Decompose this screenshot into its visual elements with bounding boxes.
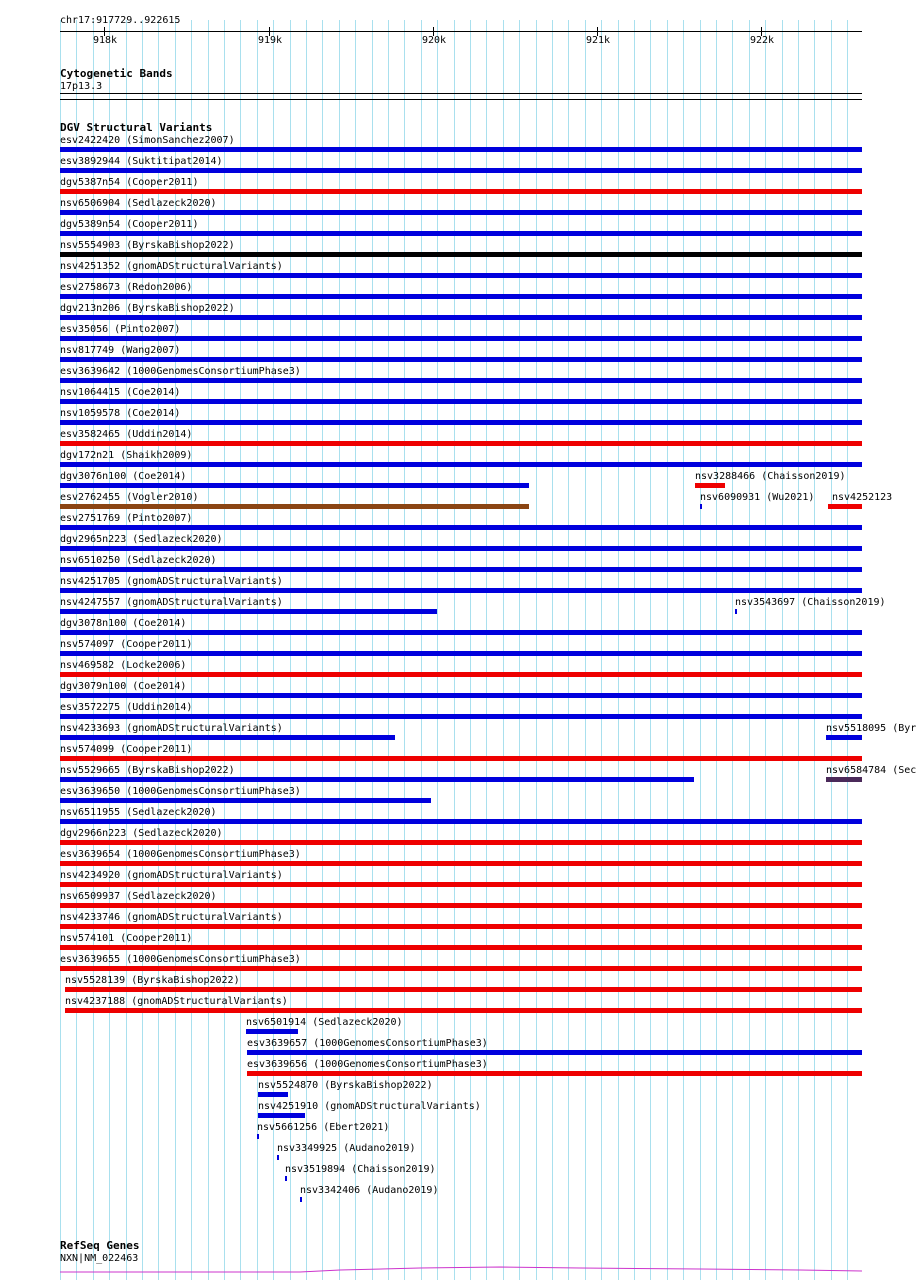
variant-label[interactable]: nsv4237188 (gnomADStructuralVariants) (65, 996, 288, 1007)
variant-bar[interactable] (60, 693, 862, 698)
variant-label[interactable]: dgv5387n54 (Cooper2011) (60, 177, 199, 188)
variant-bar[interactable] (60, 672, 862, 677)
variant-label[interactable]: nsv6501914 (Sedlazeck2020) (246, 1017, 403, 1028)
variant-bar[interactable] (258, 1113, 305, 1118)
variant-label[interactable]: nsv5528139 (ByrskaBishop2022) (65, 975, 240, 986)
variant-bar[interactable] (258, 1092, 288, 1097)
variant-bar[interactable] (60, 651, 862, 656)
variant-bar[interactable] (60, 357, 862, 362)
variant-label[interactable]: nsv574097 (Cooper2011) (60, 639, 193, 650)
variant-label[interactable]: nsv6509937 (Sedlazeck2020) (60, 891, 217, 902)
ruler-tick-label: 920k (422, 35, 447, 46)
variant-label[interactable]: nsv4234920 (gnomADStructuralVariants) (60, 870, 283, 881)
refseq-gene-line[interactable] (0, 1262, 890, 1280)
variant-label[interactable]: dgv172n21 (Shaikh2009) (60, 450, 193, 461)
variant-label[interactable]: nsv3543697 (Chaisson2019) (735, 597, 886, 608)
variant-bar[interactable] (60, 903, 862, 908)
variant-bar[interactable] (60, 483, 529, 488)
variant-label[interactable]: esv2758673 (Redon2006) (60, 282, 193, 293)
variant-bar[interactable] (60, 840, 862, 845)
refseq-track-title: RefSeq Genes (60, 1239, 140, 1252)
variant-label[interactable]: nsv4252123 (832, 492, 893, 503)
variant-bar[interactable] (60, 441, 862, 446)
variant-bar[interactable] (60, 168, 862, 173)
variant-label[interactable]: nsv6506904 (Sedlazeck2020) (60, 198, 217, 209)
variant-bar[interactable] (60, 210, 862, 215)
ruler-tick-label: 918k (93, 35, 118, 46)
variant-bar[interactable] (257, 1134, 259, 1139)
variant-label[interactable]: nsv4251352 (gnomADStructuralVariants) (60, 261, 283, 272)
variant-label[interactable]: nsv1059578 (Coe2014) (60, 408, 181, 419)
cytoband-track-title: Cytogenetic Bands (60, 67, 173, 80)
variant-bar[interactable] (60, 252, 862, 257)
variant-bar[interactable] (60, 777, 694, 782)
variant-bar[interactable] (65, 1008, 862, 1013)
variant-bar[interactable] (60, 735, 395, 740)
variant-bar[interactable] (60, 756, 862, 761)
ruler-range-label: chr17:917729..922615 (60, 15, 181, 26)
variant-bar[interactable] (60, 504, 529, 509)
variant-label[interactable]: esv3639656 (1000GenomesConsortiumPhase3) (247, 1059, 488, 1070)
variant-label[interactable]: esv3582465 (Uddin2014) (60, 429, 193, 440)
variant-bar[interactable] (60, 546, 862, 551)
variant-label[interactable]: nsv4247557 (gnomADStructuralVariants) (60, 597, 283, 608)
variant-bar[interactable] (247, 1050, 862, 1055)
variant-bar[interactable] (700, 504, 702, 509)
variant-label[interactable]: nsv4251910 (gnomADStructuralVariants) (258, 1101, 481, 1112)
variant-bar[interactable] (695, 483, 725, 488)
variant-bar[interactable] (735, 609, 737, 614)
variant-bar[interactable] (60, 315, 862, 320)
variant-label[interactable]: nsv5661256 (Ebert2021) (257, 1122, 390, 1133)
variant-label[interactable]: esv3639650 (1000GenomesConsortiumPhase3) (60, 786, 301, 797)
variant-label[interactable]: nsv5518095 (Byr (826, 723, 916, 734)
variant-bar[interactable] (277, 1155, 279, 1160)
variant-label[interactable]: esv3639642 (1000GenomesConsortiumPhase3) (60, 366, 301, 377)
ruler-tick-label: 919k (258, 35, 283, 46)
variant-label[interactable]: dgv2966n223 (Sedlazeck2020) (60, 828, 223, 839)
variant-label[interactable]: esv2762455 (Vogler2010) (60, 492, 199, 503)
ruler-tick-label: 921k (586, 35, 611, 46)
variant-bar[interactable] (60, 189, 862, 194)
variant-label[interactable]: nsv3519894 (Chaisson2019) (285, 1164, 436, 1175)
variant-label[interactable]: esv2751769 (Pinto2007) (60, 513, 193, 524)
variant-label[interactable]: nsv6511955 (Sedlazeck2020) (60, 807, 217, 818)
variant-label[interactable]: dgv5389n54 (Cooper2011) (60, 219, 199, 230)
variant-bar[interactable] (60, 630, 862, 635)
variant-label[interactable]: nsv6510250 (Sedlazeck2020) (60, 555, 217, 566)
variant-bar[interactable] (60, 714, 862, 719)
variant-bar[interactable] (247, 1071, 862, 1076)
variant-bar[interactable] (60, 588, 862, 593)
variant-label[interactable]: nsv574101 (Cooper2011) (60, 933, 193, 944)
variant-label[interactable]: dgv2965n223 (Sedlazeck2020) (60, 534, 223, 545)
variant-label[interactable]: nsv3342406 (Audano2019) (300, 1185, 439, 1196)
variant-label[interactable]: esv3639655 (1000GenomesConsortiumPhase3) (60, 954, 301, 965)
variant-label[interactable]: nsv5529665 (ByrskaBishop2022) (60, 765, 235, 776)
variant-bar[interactable] (60, 945, 862, 950)
variant-label[interactable]: nsv6090931 (Wu2021) (700, 492, 815, 503)
variant-label[interactable]: esv3639657 (1000GenomesConsortiumPhase3) (247, 1038, 488, 1049)
variant-bar[interactable] (60, 378, 862, 383)
variant-bar[interactable] (60, 147, 862, 152)
variant-bar[interactable] (60, 462, 862, 467)
variant-label[interactable]: nsv469582 (Locke2006) (60, 660, 187, 671)
variant-bar[interactable] (60, 966, 862, 971)
variant-label[interactable]: nsv4233746 (gnomADStructuralVariants) (60, 912, 283, 923)
variant-bar[interactable] (826, 735, 862, 740)
variant-bar[interactable] (60, 336, 862, 341)
ruler-tick-label: 922k (750, 35, 775, 46)
variant-bar[interactable] (65, 987, 862, 992)
variant-bar[interactable] (60, 567, 862, 572)
variant-bar[interactable] (60, 231, 862, 236)
variant-label[interactable]: nsv574099 (Cooper2011) (60, 744, 193, 755)
variant-bar[interactable] (246, 1029, 298, 1034)
variant-bar[interactable] (60, 924, 862, 929)
variant-bar[interactable] (60, 525, 862, 530)
variant-label[interactable]: esv3639654 (1000GenomesConsortiumPhase3) (60, 849, 301, 860)
variant-bar[interactable] (60, 273, 862, 278)
refseq-gene-label[interactable]: NXN|NM_022463 (60, 1253, 139, 1264)
variant-label[interactable]: nsv6584784 (Sec (826, 765, 916, 776)
variant-bar[interactable] (60, 294, 862, 299)
variant-bar[interactable] (60, 882, 862, 887)
variant-bar[interactable] (60, 609, 437, 614)
variant-label[interactable]: esv35056 (Pinto2007) (60, 324, 181, 335)
variant-bar[interactable] (300, 1197, 302, 1202)
variant-label[interactable]: esv3572275 (Uddin2014) (60, 702, 193, 713)
cytoband-label: 17p13.3 (60, 81, 103, 92)
variant-label[interactable]: dgv213n206 (ByrskaBishop2022) (60, 303, 235, 314)
variant-label[interactable]: nsv4251705 (gnomADStructuralVariants) (60, 576, 283, 587)
dgv-track-title: DGV Structural Variants (60, 121, 213, 134)
variant-label[interactable]: esv3892944 (Suktitipat2014) (60, 156, 223, 167)
variant-label[interactable]: dgv3078n100 (Coe2014) (60, 618, 187, 629)
variant-label[interactable]: esv2422420 (SimonSanchez2007) (60, 135, 235, 146)
variant-label[interactable]: nsv3349925 (Audano2019) (277, 1143, 416, 1154)
variant-label[interactable]: nsv5524870 (ByrskaBishop2022) (258, 1080, 433, 1091)
variant-bar[interactable] (828, 504, 862, 509)
variant-label[interactable]: dgv3076n100 (Coe2014) (60, 471, 187, 482)
variant-label[interactable]: nsv817749 (Wang2007) (60, 345, 181, 356)
variant-label[interactable]: nsv1064415 (Coe2014) (60, 387, 181, 398)
variant-bar[interactable] (60, 420, 862, 425)
variant-label[interactable]: dgv3079n100 (Coe2014) (60, 681, 187, 692)
variant-label[interactable]: nsv3288466 (Chaisson2019) (695, 471, 846, 482)
variant-bar[interactable] (60, 819, 862, 824)
variant-bar[interactable] (60, 798, 431, 803)
variant-label[interactable]: nsv5554903 (ByrskaBishop2022) (60, 240, 235, 251)
variant-bar[interactable] (60, 399, 862, 404)
variant-label[interactable]: nsv4233693 (gnomADStructuralVariants) (60, 723, 283, 734)
variant-bar[interactable] (826, 777, 862, 782)
variant-bar[interactable] (60, 861, 862, 866)
variant-bar[interactable] (285, 1176, 287, 1181)
